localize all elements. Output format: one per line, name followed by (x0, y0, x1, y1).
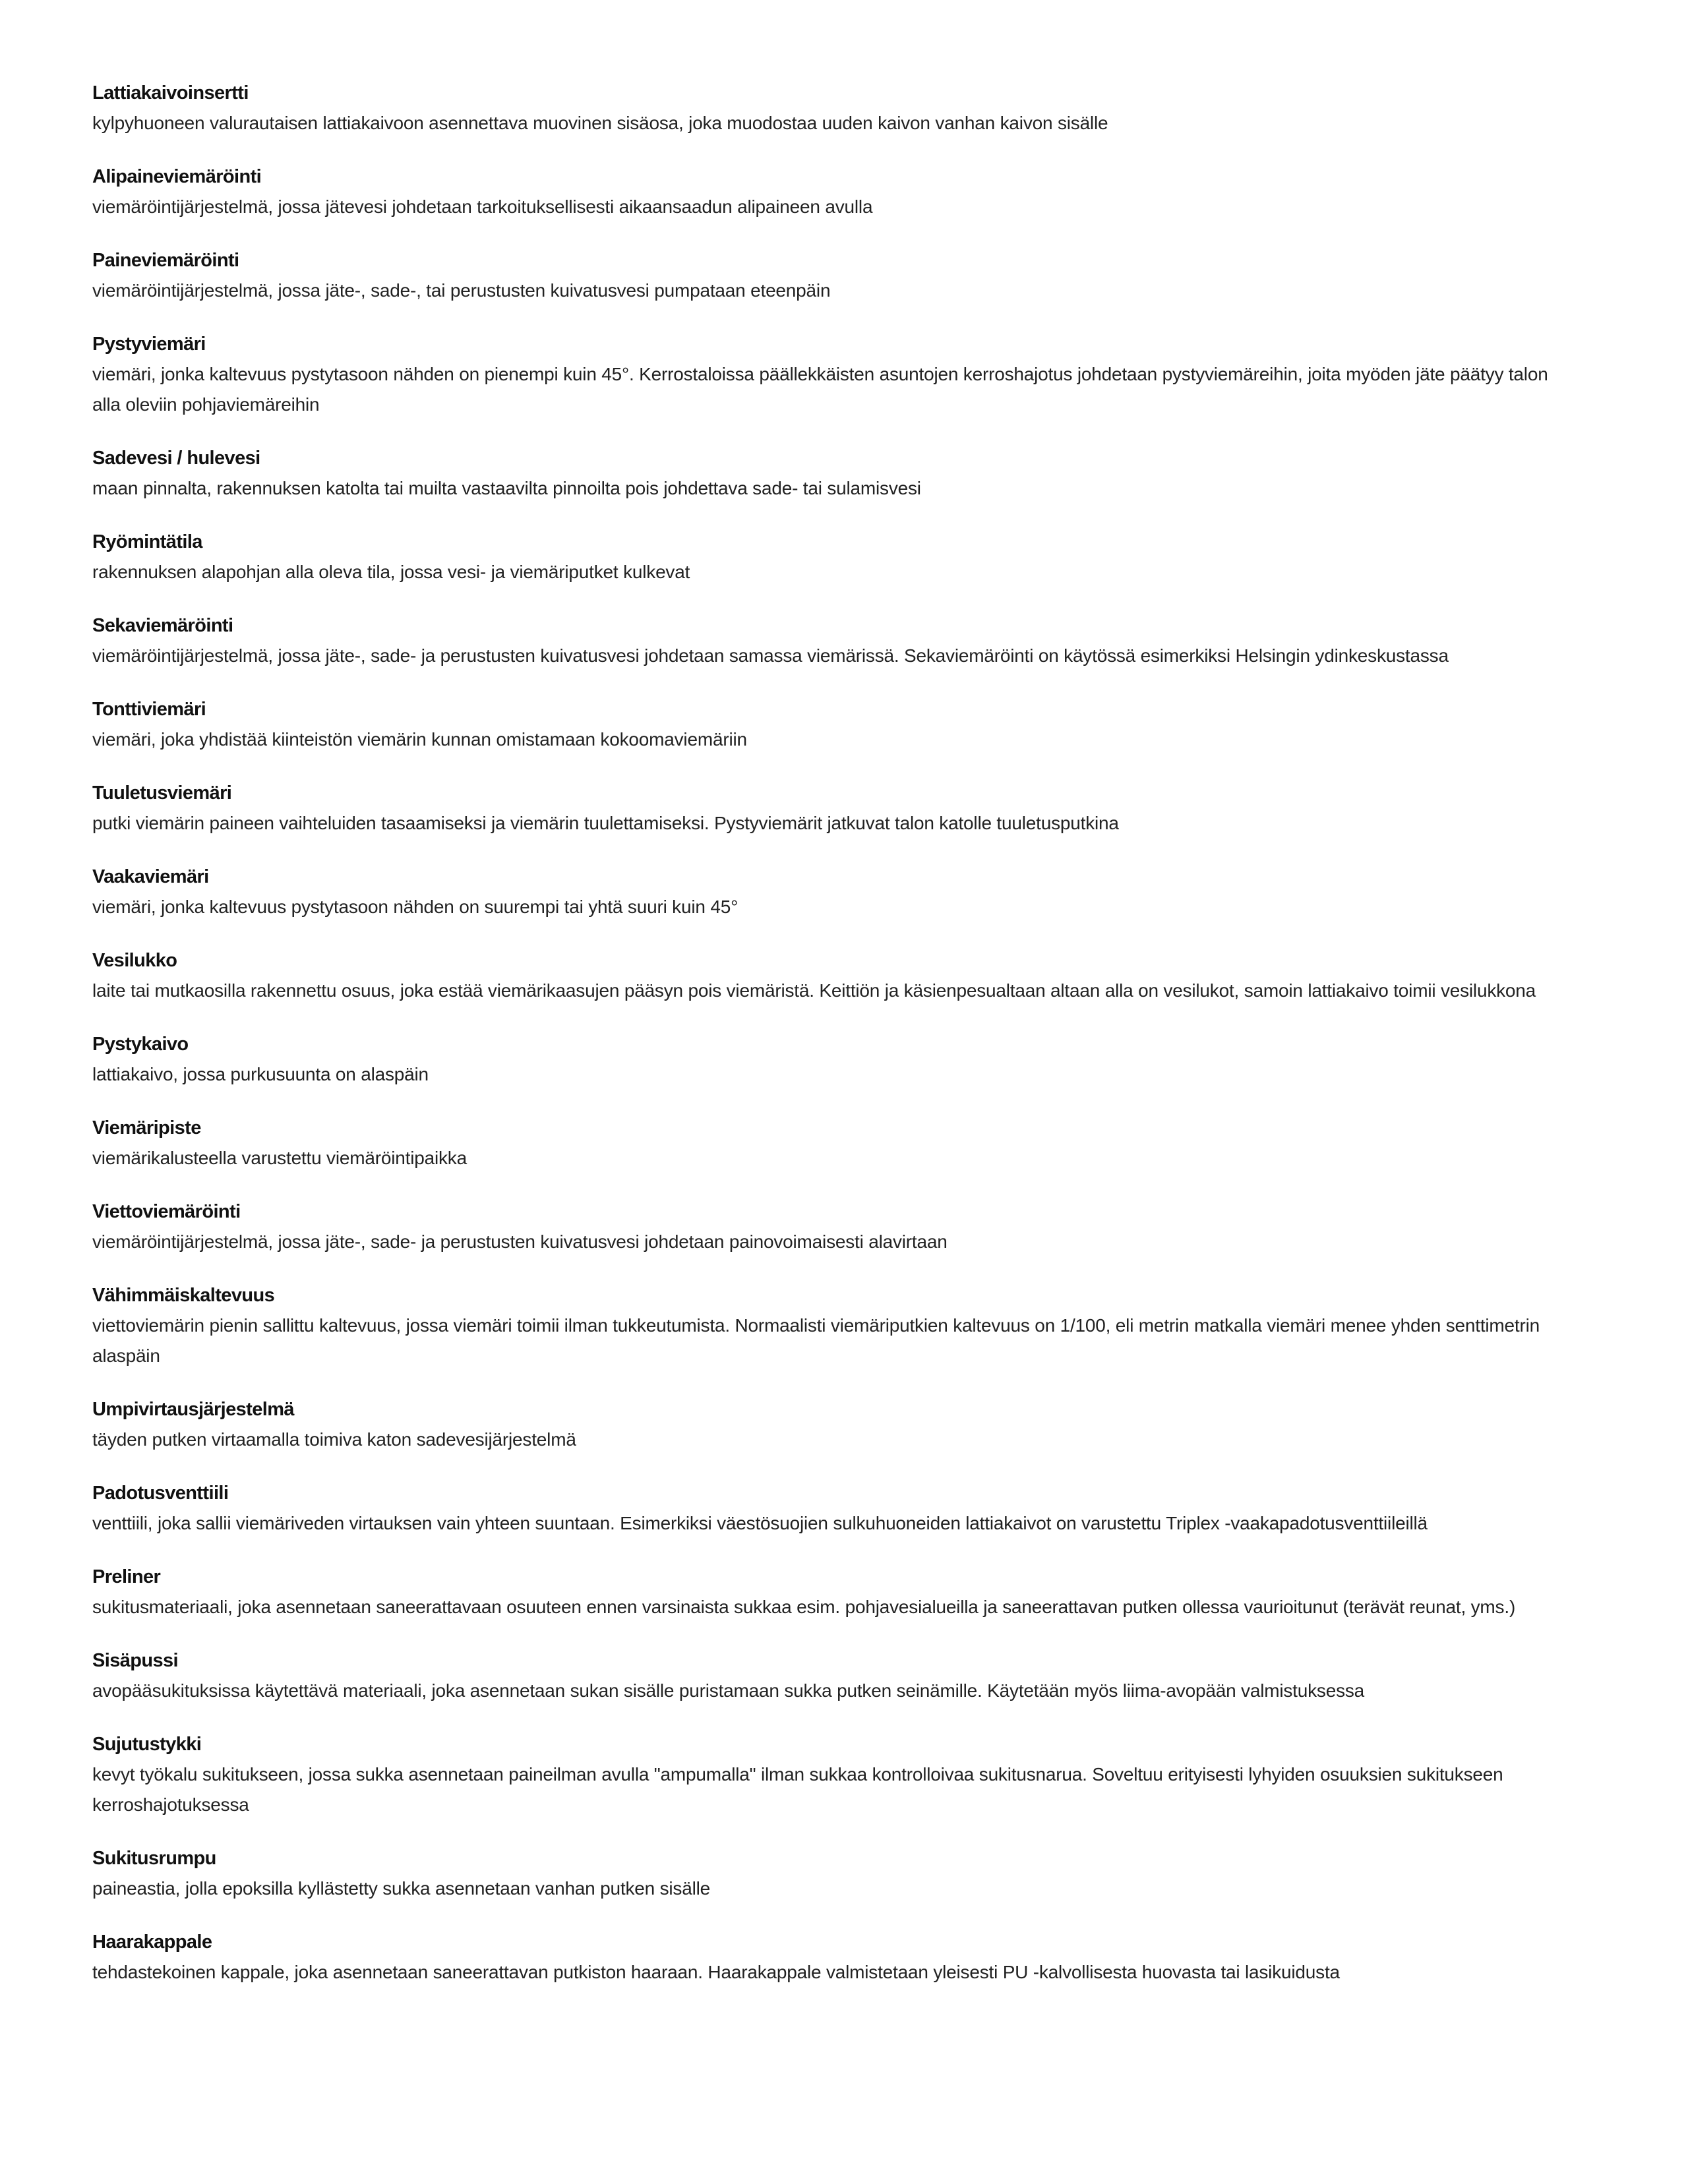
glossary-definition: kevyt työkalu sukitukseen, jossa sukka asennetaan paineilman avulla "ampumalla" ilman sukkaa kontrolloivaa sukitusnarua. Soveltuu erityisesti lyhyiden osuuksien sukitukseen kerroshajotuksessa (92, 1764, 1503, 1815)
glossary-definition: paineastia, jolla epoksilla kyllästetty sukka asennetaan vanhan putken sisälle (92, 1878, 710, 1899)
glossary-term: Umpivirtausjärjestelmä (92, 1399, 294, 1420)
glossary-term: Viettoviemäröinti (92, 1201, 241, 1222)
glossary-entry (92, 78, 1576, 138)
glossary-definition: lattiakaivo, jossa purkusuunta on alaspäin (92, 1064, 429, 1084)
glossary-list (92, 78, 1576, 1988)
glossary-definition: maan pinnalta, rakennuksen katolta tai muilta vastaavilta pinnoilta pois johdettava sade- tai sulamisvesi (92, 478, 921, 498)
glossary-entry (92, 945, 1576, 1006)
glossary-page (92, 78, 1576, 2011)
glossary-entry (92, 162, 1576, 222)
glossary-entry (92, 245, 1576, 306)
glossary-entry (92, 1843, 1576, 1904)
glossary-entry (92, 527, 1576, 587)
glossary-definition: viettoviemärin pienin sallittu kaltevuus, jossa viemäri toimii ilman tukkeutumista. Normaalisti viemäriputkien kaltevuus on 1/100, eli metrin matkalla viemäri menee yhden senttimetrin alaspäin (92, 1315, 1540, 1366)
glossary-term: Tuuletusviemäri (92, 782, 232, 804)
glossary-definition: avopääsukituksissa käytettävä materiaali, joka asennetaan sukan sisälle puristamaan sukka putken seinämille. Käytetään myös liima-avopään valmistuksessa (92, 1680, 1365, 1701)
glossary-entry (92, 862, 1576, 922)
glossary-definition: putki viemärin paineen vaihteluiden tasaamiseksi ja viemärin tuulettamiseksi. Pystyviemärit jatkuvat talon katolle tuuletusputkina (92, 813, 1119, 833)
glossary-term: Viemäripiste (92, 1117, 201, 1138)
glossary-entry (92, 1029, 1576, 1090)
glossary-term: Haarakappale (92, 1932, 212, 1953)
glossary-entry (92, 443, 1576, 504)
glossary-term: Sujutustykki (92, 1734, 202, 1755)
glossary-entry (92, 1394, 1576, 1455)
glossary-term: Padotusventtiili (92, 1483, 229, 1504)
glossary-entry (92, 329, 1576, 420)
glossary-term: Lattiakaivoinsertti (92, 82, 249, 103)
glossary-definition: viemäri, joka yhdistää kiinteistön viemärin kunnan omistamaan kokoomaviemäriin (92, 729, 747, 750)
glossary-definition: viemärikalusteella varustettu viemäröintipaikka (92, 1148, 467, 1168)
glossary-term: Pystyviemäri (92, 334, 206, 355)
glossary-term: Vaakaviemäri (92, 866, 209, 887)
glossary-term: Sukitusrumpu (92, 1848, 216, 1869)
glossary-term: Sadevesi / hulevesi (92, 448, 260, 469)
glossary-entry (92, 1645, 1576, 1706)
glossary-entry (92, 1562, 1576, 1622)
glossary-entry (92, 1196, 1576, 1257)
glossary-definition: sukitusmateriaali, joka asennetaan saneerattavaan osuuteen ennen varsinaista sukkaa esim. pohjavesialueilla ja saneerattavan putken ollessa vaurioitunut (terävät reunat, yms.) (92, 1597, 1516, 1617)
glossary-definition: rakennuksen alapohjan alla oleva tila, jossa vesi- ja viemäriputket kulkevat (92, 562, 690, 582)
glossary-definition: kylpyhuoneen valurautaisen lattiakaivoon asennettava muovinen sisäosa, joka muodostaa uuden kaivon vanhan kaivon sisälle (92, 113, 1108, 133)
glossary-term: Vähimmäiskaltevuus (92, 1285, 275, 1306)
glossary-entry (92, 1113, 1576, 1173)
glossary-term: Alipaineviemäröinti (92, 166, 262, 187)
glossary-term: Tonttiviemäri (92, 699, 206, 720)
glossary-definition: viemäröintijärjestelmä, jossa jäte-, sade-, tai perustusten kuivatusvesi pumpataan eteenpäin (92, 280, 831, 301)
glossary-term: Sekaviemäröinti (92, 615, 233, 636)
glossary-definition: laite tai mutkaosilla rakennettu osuus, joka estää viemärikaasujen pääsyn pois viemäristä. Keittiön ja käsienpesualtaan altaan alla on vesilukot, samoin lattiakaivo toimii vesilukkona (92, 980, 1536, 1001)
glossary-definition: viemäröintijärjestelmä, jossa jäte-, sade- ja perustusten kuivatusvesi johdetaan samassa viemärissä. Sekaviemäröinti on käytössä esimerkiksi Helsingin ydinkeskustassa (92, 645, 1449, 666)
glossary-definition: täyden putken virtaamalla toimiva katon sadevesijärjestelmä (92, 1429, 576, 1450)
glossary-term: Preliner (92, 1566, 161, 1587)
glossary-entry (92, 1729, 1576, 1820)
glossary-entry (92, 1927, 1576, 1988)
glossary-definition: viemäröintijärjestelmä, jossa jäte-, sade- ja perustusten kuivatusvesi johdetaan painovoimaisesti alavirtaan (92, 1231, 948, 1252)
glossary-entry (92, 610, 1576, 671)
glossary-term: Ryömintätila (92, 531, 202, 552)
glossary-entry (92, 694, 1576, 755)
glossary-entry (92, 1478, 1576, 1539)
glossary-term: Paineviemäröinti (92, 250, 239, 271)
glossary-term: Sisäpussi (92, 1650, 178, 1671)
glossary-definition: venttiili, joka sallii viemäriveden virtauksen vain yhteen suuntaan. Esimerkiksi väestösuojien sulkuhuoneiden lattiakaivot on varustettu Triplex -vaakapadotusventtiileillä (92, 1513, 1428, 1533)
glossary-definition: tehdastekoinen kappale, joka asennetaan saneerattavan putkiston haaraan. Haarakappale valmistetaan yleisesti PU -kalvollisesta huovasta tai lasikuidusta (92, 1962, 1340, 1982)
glossary-definition: viemäri, jonka kaltevuus pystytasoon nähden on pienempi kuin 45°. Kerrostaloissa päällekkäisten asuntojen kerroshajotus johdetaan pystyviemäreihin, joita myöden jäte päätyy talon alla oleviin pohjaviemäreihin (92, 364, 1548, 415)
glossary-term: Pystykaivo (92, 1034, 189, 1055)
glossary-definition: viemäri, jonka kaltevuus pystytasoon nähden on suurempi tai yhtä suuri kuin 45° (92, 897, 738, 917)
glossary-definition: viemäröintijärjestelmä, jossa jätevesi johdetaan tarkoituksellisesti aikaansaadun alipaineen avulla (92, 196, 873, 217)
glossary-entry (92, 1280, 1576, 1371)
glossary-term: Vesilukko (92, 950, 177, 971)
glossary-entry (92, 778, 1576, 839)
